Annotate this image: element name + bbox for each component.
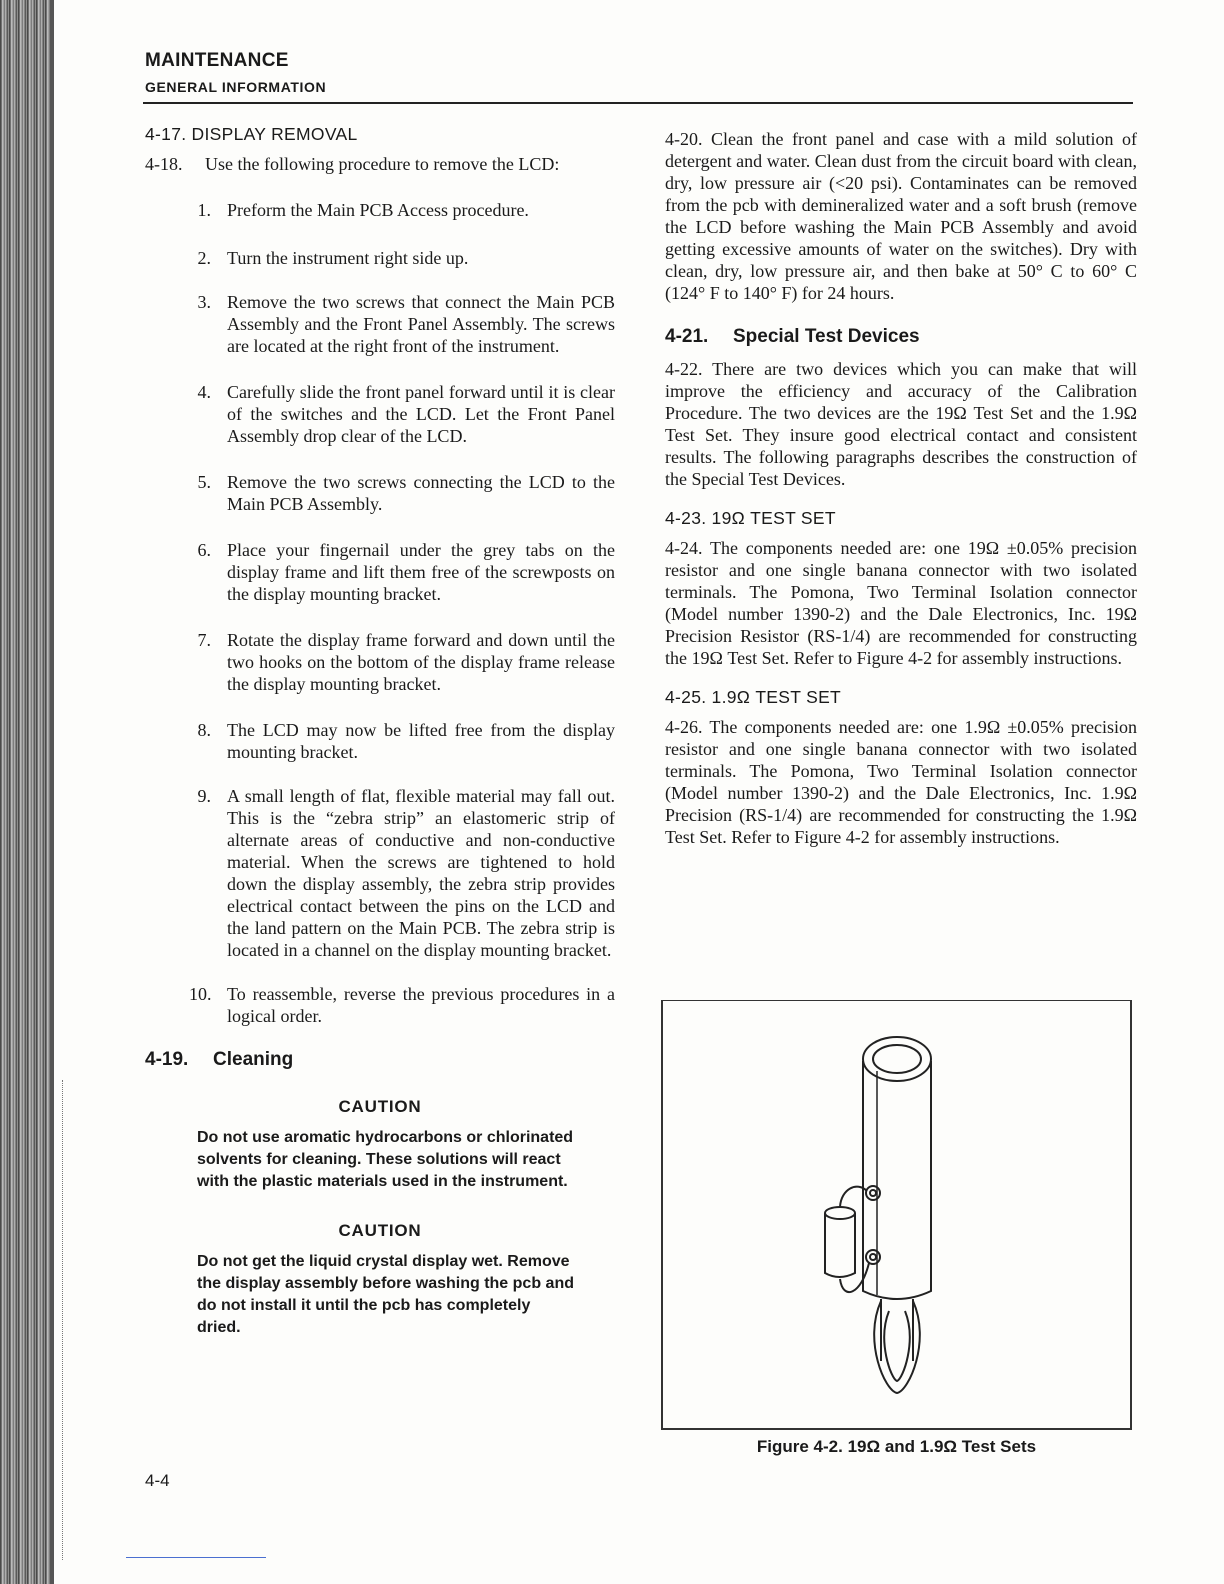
left-column: [145, 124, 615, 1339]
list-item: [145, 539, 615, 605]
plug-inner: [884, 1311, 909, 1381]
paragraph-number: 4-18.: [145, 154, 183, 174]
paragraph-4-24: 4-24. The components needed are: one 19Ω ±0.05% precision resistor and one single banana connector with two isolated terminals. The Pomona, Two Terminal Isolation connector (Model number 1390-2) and the Dale Electronics, Inc. 19Ω Precision Resistor (RS-1/4) are recommended for constructing the 19Ω Test Set. Refer to Figure 4-2 for assembly instructions.: [665, 538, 1137, 668]
caution-title: CAUTION: [338, 1221, 422, 1240]
list-item: [145, 199, 615, 221]
scan-binding-shadow: [50, 0, 54, 1584]
list-item: [145, 291, 615, 357]
test-set-illustration: [663, 1001, 1134, 1431]
caution-text: Do not get the liquid crystal display wet. Remove the display assembly before washing the pcb and do not install it until the pcb has completely dried.: [197, 1253, 574, 1336]
paragraph-4-18: [145, 153, 615, 175]
terminal-bottom-inner: [870, 1254, 876, 1260]
paragraph-4-22: 4-22. There are two devices which you can make that will improve the efficiency and accuracy of the Calibration Procedure. The two devices are the 19Ω Test Set and the 1.9Ω Test Set. They insure good electrical contact and consistent results. The following paragraphs describes the construction of the Special Test Devices.: [665, 359, 1137, 489]
list-item: [145, 247, 615, 269]
terminal-bottom: [866, 1250, 880, 1264]
header-subtitle: GENERAL INFORMATION: [145, 79, 327, 95]
step-number: 9.: [197, 786, 211, 806]
removal-steps: [145, 199, 615, 1027]
step-number: 1.: [197, 200, 211, 220]
paragraph-4-26: 4-26. The components needed are: one 1.9Ω ±0.05% precision resistor and one single banana connector with two isolated terminals. The Pomona, Two Terminal Isolation connector (Model number 1390-2) and the Dale Electronics, Inc. 1.9Ω Precision (RS-1/4) are recommended for constructing the 1.9Ω Test Set. Refer to Figure 4-2 for assembly instructions.: [665, 717, 1137, 847]
section-number: 4-19.: [145, 1049, 189, 1070]
heading-special-test-devices: [665, 326, 1137, 348]
figure-caption: Figure 4-2. 19Ω and 1.9Ω Test Sets: [756, 1437, 1037, 1456]
figure-test-sets: [661, 1000, 1132, 1430]
step-number: 8.: [197, 720, 211, 740]
step-text: Remove the two screws that connect the Main PCB Assembly and the Front Panel Assembly. The screws are located at the right front of the instrument.: [227, 292, 615, 356]
step-text: Carefully slide the front panel forward until it is clear of the switches and the LCD. Let the Front Panel Assembly drop clear of the LCD.: [227, 382, 615, 446]
scan-binding-edge: [0, 0, 50, 1584]
paragraph-4-20: 4-20. Clean the front panel and case with a mild solution of detergent and water. Clean dust from the circuit board with clean, dry, low pressure air (<20 psi). Contaminates can be removed from the pcb with demineralized water and a soft brush (remove the LCD before washing the Main PCB Assembly and avoid getting excessive amounts of water on the switches). Dry with clean, dry, low pressure air, and then bake at 50° C to 60° C (124° F to 140° F) for 24 hours.: [665, 129, 1137, 303]
step-text: The LCD may now be lifted free from the display mounting bracket.: [227, 720, 615, 762]
step-text: Preform the Main PCB Access procedure.: [227, 200, 529, 220]
header-rule: [143, 102, 1133, 104]
step-text: To reassemble, reverse the previous procedures in a logical order.: [227, 984, 615, 1026]
step-number: 7.: [197, 630, 211, 650]
step-number: 4.: [197, 382, 211, 402]
right-column: [665, 128, 1137, 848]
heading-cleaning: [145, 1049, 615, 1071]
paragraph-text: Use the following procedure to remove the LCD:: [205, 154, 560, 174]
step-text: Remove the two screws connecting the LCD to the Main PCB Assembly.: [227, 472, 615, 514]
step-number: 6.: [197, 540, 211, 560]
list-item: [145, 719, 615, 763]
scan-artifact-line: [126, 1557, 266, 1558]
connector-top-inner: [873, 1045, 921, 1073]
step-number: 5.: [197, 472, 211, 492]
step-text: Turn the instrument right side up.: [227, 248, 469, 268]
list-item: [145, 983, 615, 1027]
heading-1-9-ohm-test-set: 4-25. 1.9Ω TEST SET: [665, 687, 842, 707]
step-text: A small length of flat, flexible material may fall out. This is the “zebra strip” an elastomeric strip of alternate areas of conductive and non-conductive material. When the screws are tightened to hold down the display assembly, the zebra strip provides electrical contact between the pins on the LCD and the land pattern on the Main PCB. The zebra strip is located in a channel on the display mounting bracket.: [227, 786, 615, 960]
heading-19-ohm-test-set: 4-23. 19Ω TEST SET: [665, 508, 836, 528]
caution-title: CAUTION: [338, 1097, 422, 1116]
list-item: [145, 785, 615, 961]
caution-text: Do not use aromatic hydrocarbons or chlorinated solvents for cleaning. These solutions will react with the plastic materials used in the instrument.: [197, 1129, 574, 1190]
resistor-top: [825, 1207, 855, 1219]
terminal-top: [866, 1186, 880, 1200]
heading-display-removal: 4-17. DISPLAY REMOVAL: [145, 124, 358, 144]
header-title: MAINTENANCE: [145, 50, 289, 71]
resistor-body: [825, 1213, 855, 1277]
list-item: [145, 629, 615, 695]
page-header: [145, 50, 326, 95]
caution-block: [145, 1097, 615, 1193]
section-title: Cleaning: [213, 1049, 294, 1070]
list-item: [145, 471, 615, 515]
step-text: Place your fingernail under the grey tabs on the display frame and lift them free of the screwposts on the display mounting bracket.: [227, 540, 615, 604]
margin-dots: [62, 1080, 64, 1560]
terminal-top-inner: [870, 1190, 876, 1196]
list-item: [145, 381, 615, 447]
step-number: 10.: [189, 984, 212, 1004]
step-text: Rotate the display frame forward and down until the two hooks on the bottom of the display frame release the display mounting bracket.: [227, 630, 615, 694]
section-title: Special Test Devices: [733, 326, 920, 347]
page-number: 4-4: [145, 1471, 170, 1490]
section-number: 4-21.: [665, 326, 709, 347]
step-number: 2.: [197, 248, 211, 268]
caution-block: [145, 1221, 615, 1339]
step-number: 3.: [197, 292, 211, 312]
